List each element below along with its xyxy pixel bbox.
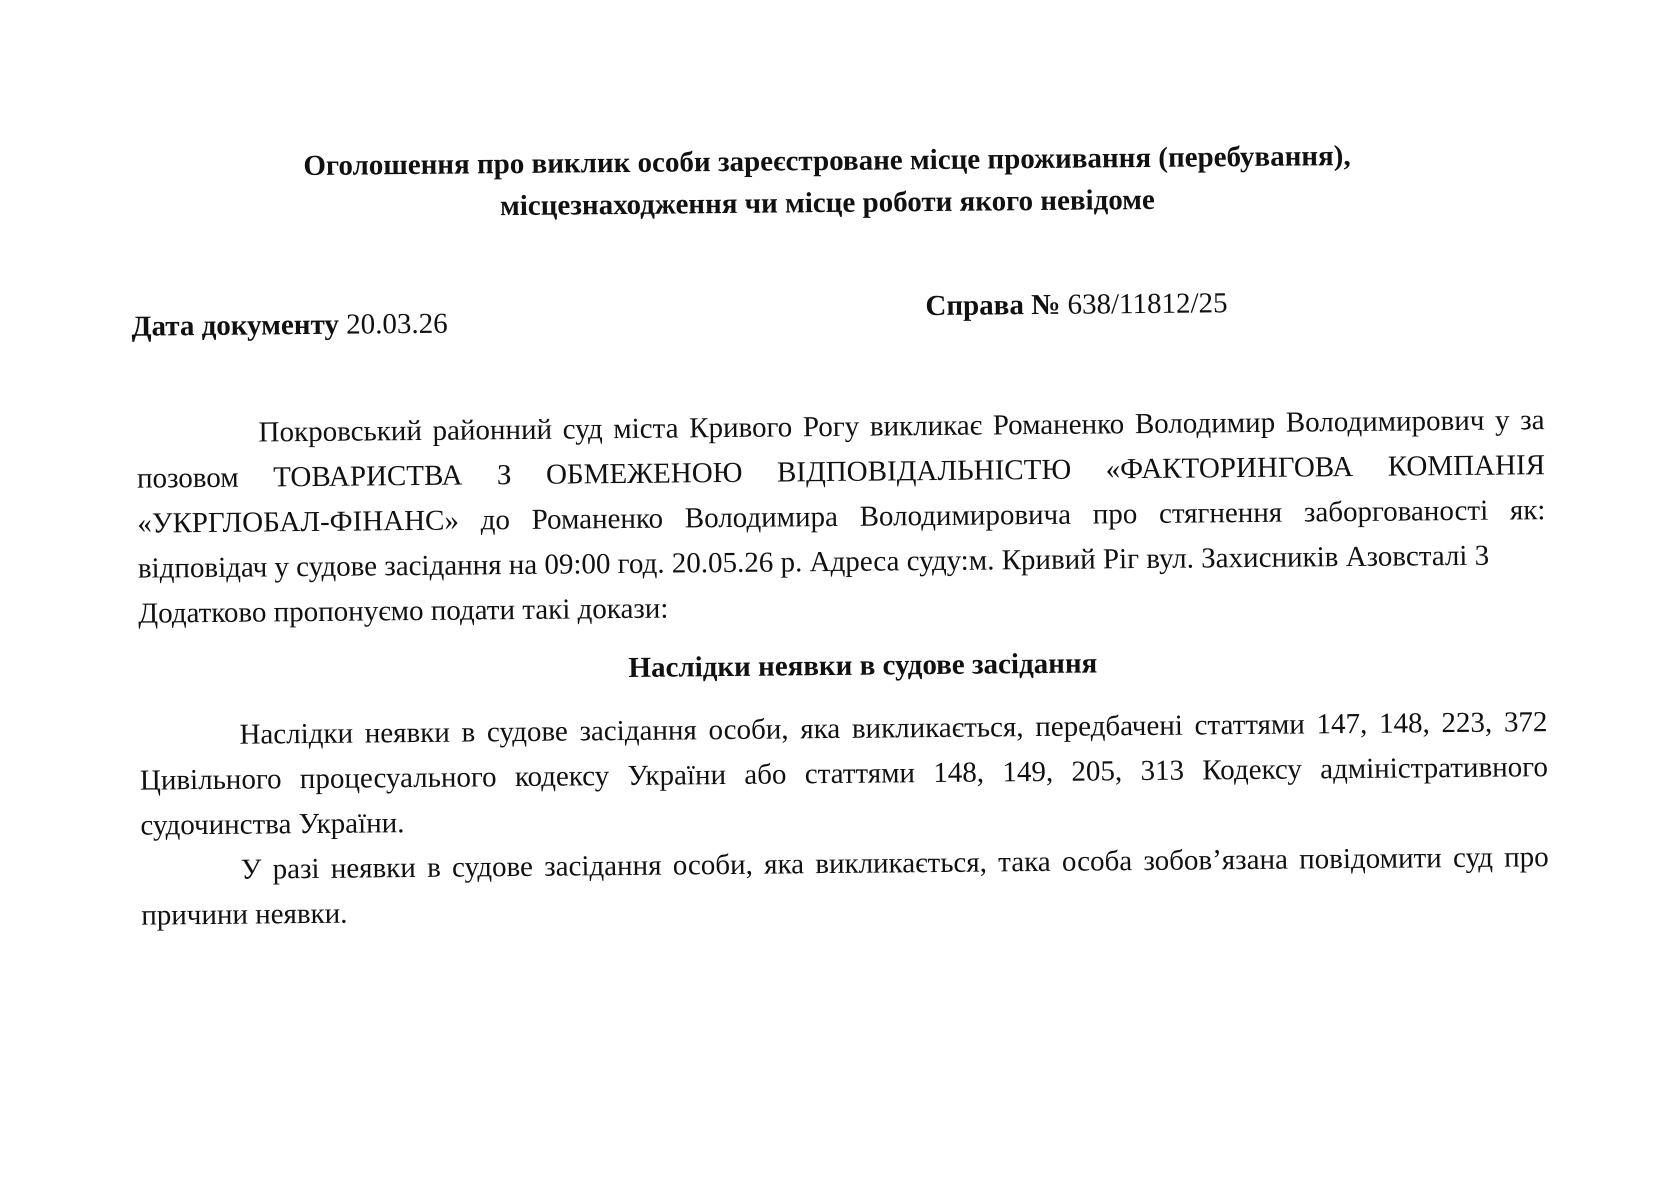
date-label: Дата документу [131, 308, 340, 343]
extra-evidence-line: Додатково пропонуємо подати такі докази: [138, 592, 669, 630]
consequences-paragraph-2: У разі неявки в судове засідання особи, яка викликається, така особа зобов’язана повідомити суд про причини неявки. [141, 841, 1549, 932]
date-value: 20.03.26 [346, 307, 448, 341]
case-number [925, 287, 1227, 323]
case-value: 638/11812/25 [1067, 287, 1228, 321]
title-line-1: Оголошення про виклик особи зареєстроване місце проживання (перебування), [303, 140, 1351, 183]
document-title [177, 134, 1478, 230]
main-paragraph: Покровський районний суд міста Кривого Рогу викликає Романенко Володимир Володимирович у за позовом ТОВАРИСТВА З ОБМЕЖЕНОЮ ВІДПОВІДАЛЬНІСТЮ «ФАКТОРИНГОВА КОМПАНІЯ «УКРГЛОБАЛ-ФІНАНС» до Романенко Володимира Володимировича про стягнення заборгованості як: відповідач у судове засідання на 09:00 год. 20.05.26 р. Адреса суду:м. Кривий Ріг вул. Захисників Азовсталі 3 [136, 404, 1546, 585]
consequences-paragraph-1: Наслідки неявки в судове засідання особи, яка викликається, передбачені статтями 147, 148, 223, 372 Цивільного процесуального кодексу України або статтями 148, 149, 205, 313 Кодексу адміністративного судочинства України. [139, 706, 1549, 842]
document-date [131, 308, 447, 344]
title-line-2: місцезнаходження чи місце роботи якого невідоме [499, 183, 1155, 223]
case-label: Справа № [925, 288, 1061, 323]
document-body [136, 398, 1549, 938]
section-title: Наслідки неявки в судове засідання [628, 647, 1098, 684]
